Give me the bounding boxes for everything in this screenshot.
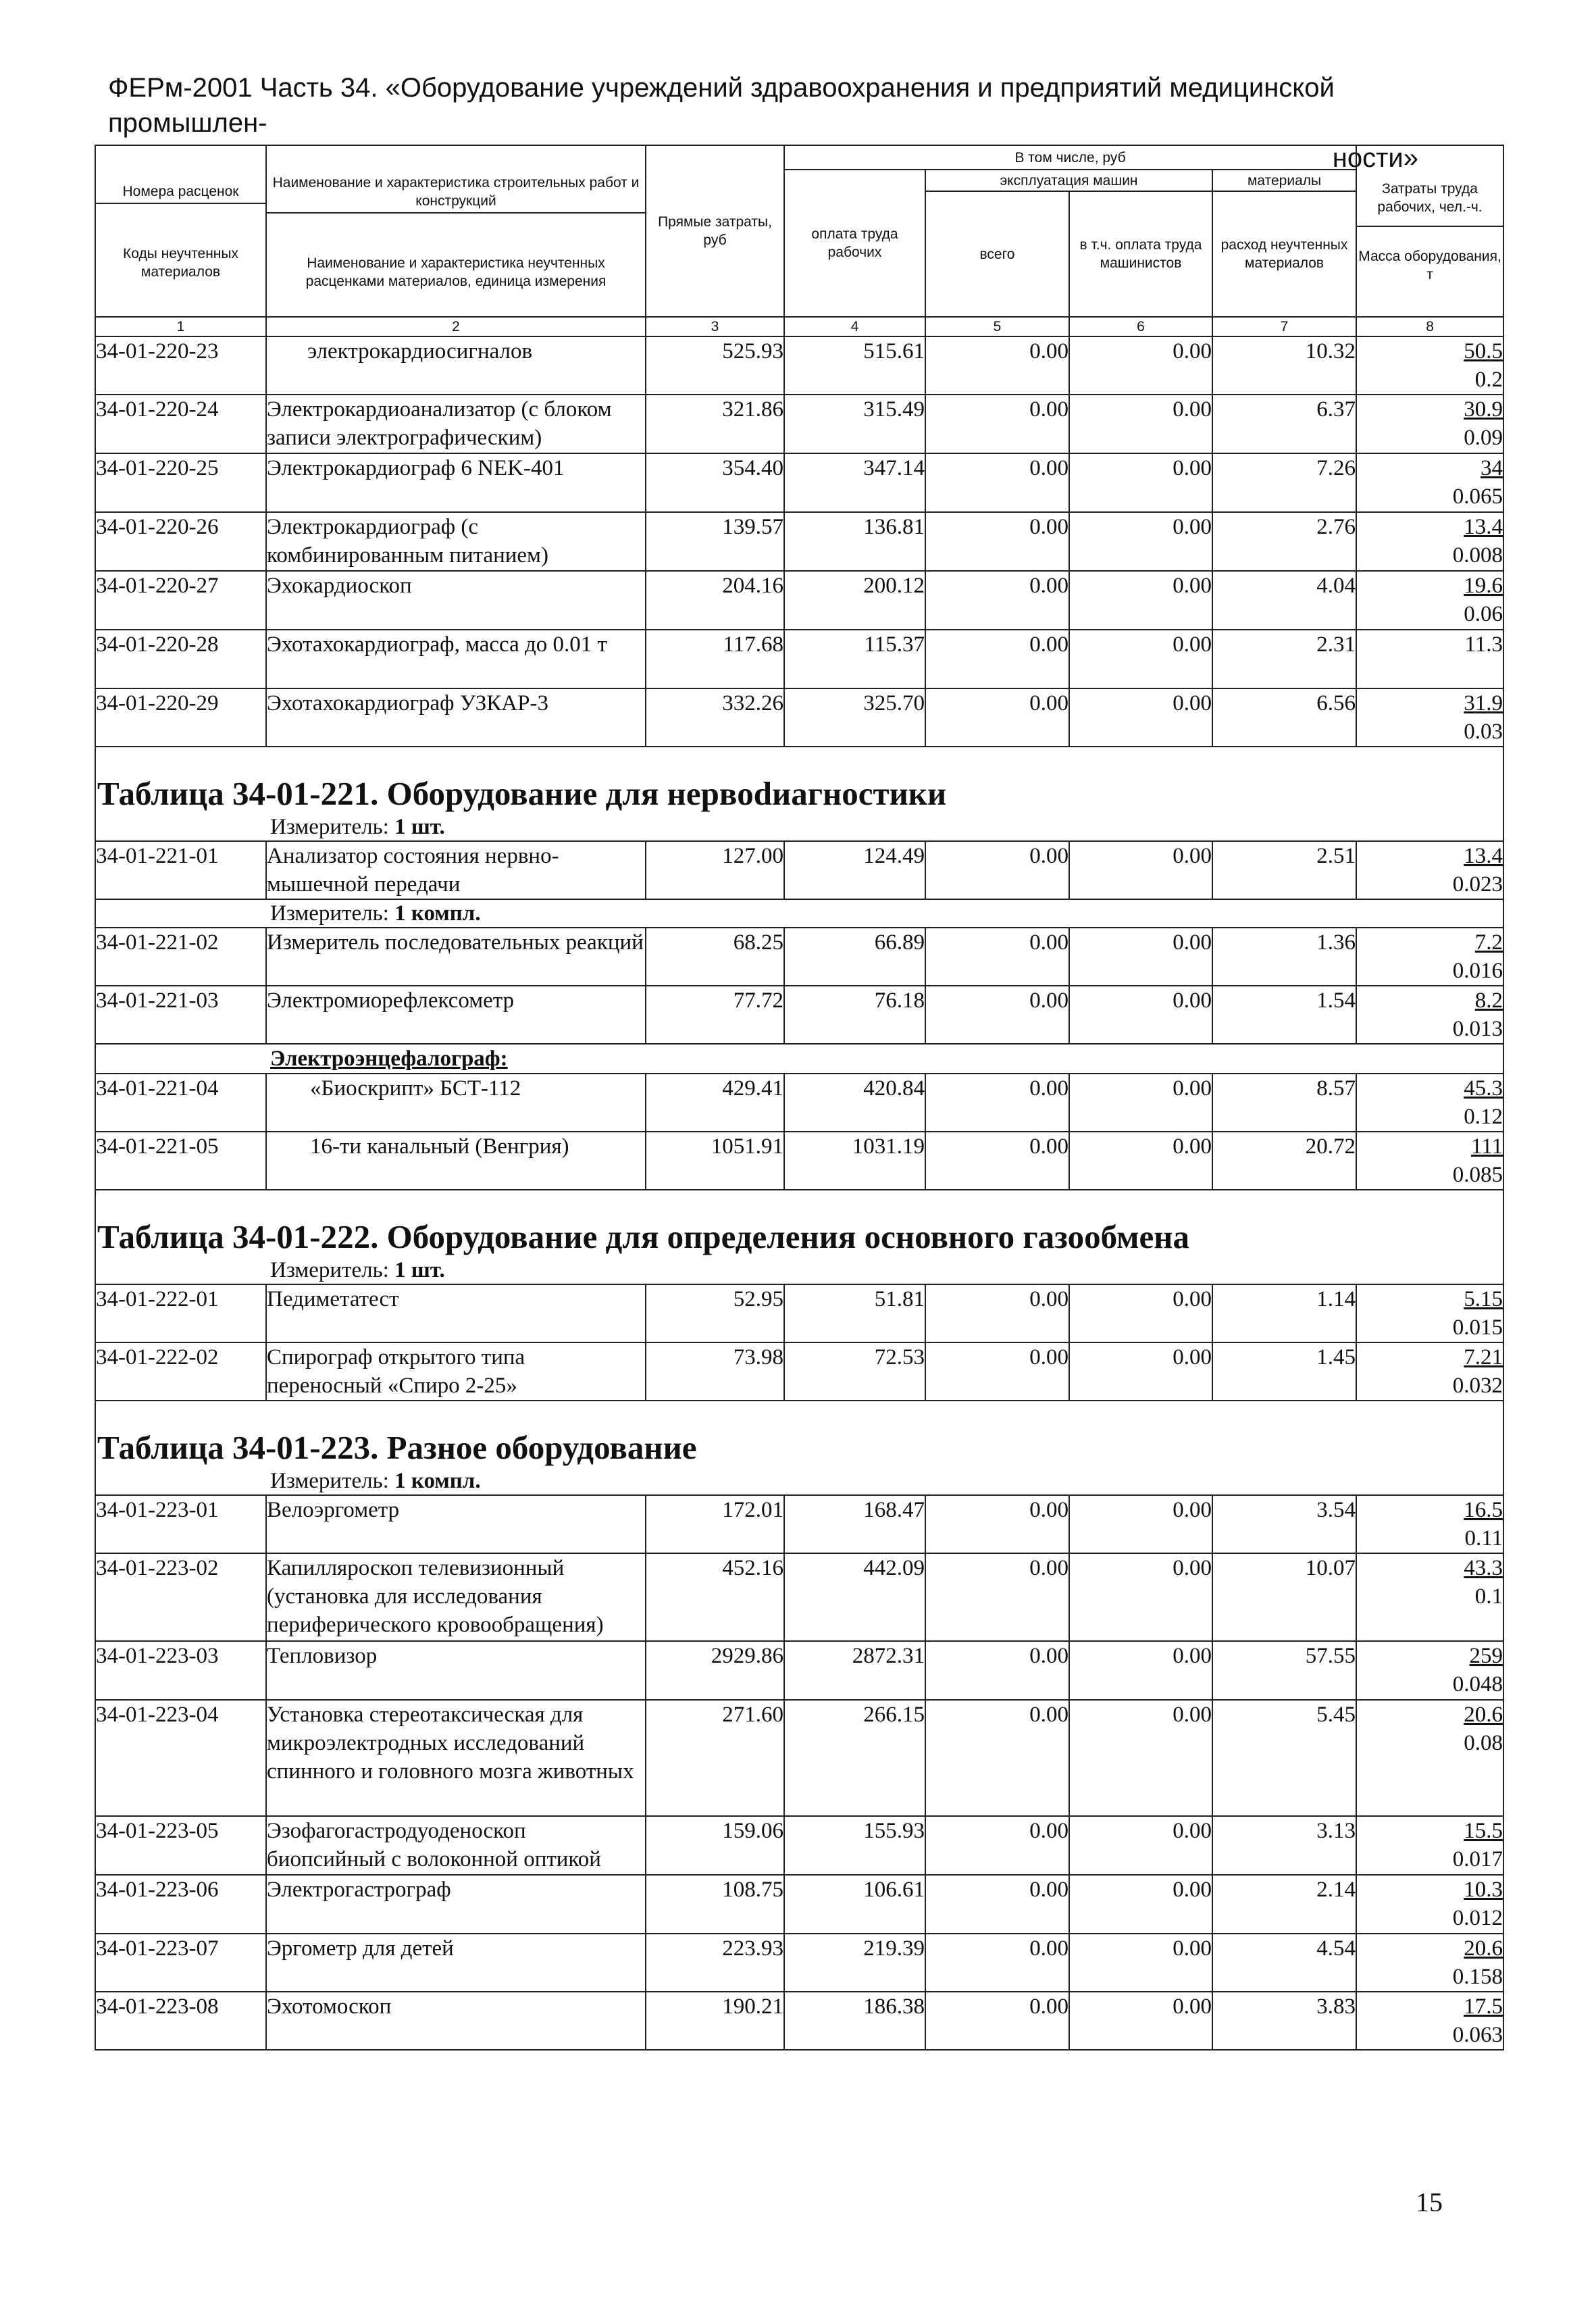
header-labor-mass (1356, 145, 1503, 317)
operator-wage: 0.00 (1069, 1132, 1212, 1190)
direct-cost: 108.75 (646, 1875, 784, 1934)
mass-value: 0.158 (1452, 1965, 1503, 1989)
labor-mass (1356, 1284, 1503, 1342)
header-material-consumption: расход неучтенных материалов (1212, 191, 1356, 317)
mass-value: 0.065 (1452, 484, 1503, 509)
mass-value: 0.032 (1452, 1374, 1503, 1398)
rate-code: 34-01-220-29 (95, 688, 266, 747)
rate-code: 34-01-221-04 (95, 1074, 266, 1132)
operator-wage: 0.00 (1069, 986, 1212, 1044)
measure-row (95, 1257, 1503, 1284)
direct-cost: 139.57 (646, 512, 784, 571)
material-consumption: 3.83 (1212, 1992, 1356, 2050)
labor-value: 10.3 (1464, 1878, 1503, 1902)
machine-total: 0.00 (925, 1284, 1069, 1342)
page-title-line1: ФЕРм-2001 Часть 34. «Оборудование учреждений здравоохранения и предприятий медицинской промышлен- (108, 73, 1335, 138)
rate-code: 34-01-220-24 (95, 395, 266, 453)
operator-wage: 0.00 (1069, 1641, 1212, 1700)
labor-value: 43.3 (1464, 1556, 1503, 1580)
machine-total: 0.00 (925, 986, 1069, 1044)
labor-value: 45.3 (1464, 1076, 1503, 1101)
rate-code: 34-01-223-05 (95, 1816, 266, 1875)
direct-cost: 1051.91 (646, 1132, 784, 1190)
material-consumption: 6.37 (1212, 395, 1356, 453)
measure-row (95, 899, 1503, 928)
measure-unit (95, 813, 1503, 841)
labor-mass (1356, 1553, 1503, 1641)
header-material-codes: Коды неучтенных материалов (123, 246, 238, 280)
direct-cost: 52.95 (646, 1284, 784, 1342)
labor-mass (1356, 1132, 1503, 1190)
machine-total: 0.00 (925, 841, 1069, 899)
machine-total: 0.00 (925, 1495, 1069, 1553)
measure-label: Измеритель: (270, 1469, 395, 1493)
rate-name: Тепловизор (266, 1641, 646, 1700)
measure-row (95, 813, 1503, 841)
operator-wage: 0.00 (1069, 1992, 1212, 2050)
operator-wage: 0.00 (1069, 1342, 1212, 1401)
machine-total: 0.00 (925, 1816, 1069, 1875)
rate-code: 34-01-221-05 (95, 1132, 266, 1190)
mass-value: 0.085 (1452, 1163, 1503, 1187)
mass-value: 0.012 (1452, 1906, 1503, 1930)
measure-row (95, 1467, 1503, 1495)
rate-code: 34-01-223-02 (95, 1553, 266, 1641)
operator-wage: 0.00 (1069, 928, 1212, 986)
direct-cost: 2929.86 (646, 1641, 784, 1700)
worker-wage: 1031.19 (784, 1132, 925, 1190)
machine-total: 0.00 (925, 512, 1069, 571)
labor-mass (1356, 395, 1503, 453)
machine-total: 0.00 (925, 453, 1069, 512)
table-row (95, 630, 1503, 688)
rate-name: Анализатор состояния нервно-мышечной передачи (266, 841, 646, 899)
rate-name: Капилляроскоп телевизионный (установка для исследования периферического кровообращения) (266, 1553, 646, 1641)
table-223 (95, 1401, 1503, 2050)
rate-code: 34-01-220-25 (95, 453, 266, 512)
measure-label: Измеритель: (270, 901, 395, 926)
direct-cost: 68.25 (646, 928, 784, 986)
table-row (95, 395, 1503, 453)
table-row (95, 688, 1503, 747)
measure-label: Измеритель: (270, 815, 395, 839)
material-consumption: 1.36 (1212, 928, 1356, 986)
table-row (95, 336, 1503, 395)
header-labor: Затраты труда рабочих, чел.-ч. (1357, 178, 1503, 227)
header-machine-total: всего (925, 191, 1069, 317)
rate-code: 34-01-223-07 (95, 1934, 266, 1992)
section-title-221: Таблица 34-01-221. Оборудование для нервodиагностики (97, 775, 947, 812)
mass-value: 0.008 (1452, 543, 1503, 568)
machine-total: 0.00 (925, 928, 1069, 986)
rate-name: Спирограф открытого типа переносный «Спиро 2-25» (266, 1342, 646, 1401)
labor-value: 8.2 (1474, 988, 1503, 1013)
labor-mass (1356, 1342, 1503, 1401)
labor-mass (1356, 571, 1503, 630)
operator-wage: 0.00 (1069, 395, 1212, 453)
col-number-6: 6 (1069, 317, 1212, 336)
worker-wage: 2872.31 (784, 1641, 925, 1700)
table-row (95, 1342, 1503, 1401)
operator-wage: 0.00 (1069, 841, 1212, 899)
rate-code: 34-01-220-26 (95, 512, 266, 571)
labor-mass (1356, 453, 1503, 512)
rate-name: Эхотомоскоп (266, 1992, 646, 2050)
direct-cost: 77.72 (646, 986, 784, 1044)
labor-value: 111 (1470, 1134, 1503, 1159)
section-223 (95, 1401, 1503, 1467)
machine-total: 0.00 (925, 336, 1069, 395)
mass-value: 0.1 (1474, 1584, 1503, 1609)
direct-cost: 190.21 (646, 1992, 784, 2050)
operator-wage: 0.00 (1069, 688, 1212, 747)
section-222 (95, 1190, 1503, 1257)
material-consumption: 3.13 (1212, 1816, 1356, 1875)
operator-wage: 0.00 (1069, 571, 1212, 630)
labor-value: 5.15 (1464, 1287, 1503, 1311)
mass-value: 11.3 (1464, 632, 1503, 657)
measure-value: 1 шт. (394, 1258, 445, 1282)
direct-cost: 525.93 (646, 336, 784, 395)
labor-mass (1356, 928, 1503, 986)
header-including: В том числе, руб (784, 145, 1356, 170)
material-consumption: 57.55 (1212, 1641, 1356, 1700)
labor-mass (1356, 1700, 1503, 1816)
direct-cost: 321.86 (646, 395, 784, 453)
material-consumption: 20.72 (1212, 1132, 1356, 1190)
worker-wage: 325.70 (784, 688, 925, 747)
machine-total: 0.00 (925, 395, 1069, 453)
rate-code: 34-01-221-02 (95, 928, 266, 986)
table-row (95, 1074, 1503, 1132)
labor-mass (1356, 512, 1503, 571)
rate-code: 34-01-220-28 (95, 630, 266, 688)
mass-value: 0.015 (1452, 1315, 1503, 1340)
worker-wage: 124.49 (784, 841, 925, 899)
labor-value: 19.6 (1464, 574, 1503, 598)
measure-label: Измеритель: (270, 1258, 395, 1282)
material-consumption: 10.32 (1212, 336, 1356, 395)
labor-value: 16.5 (1464, 1498, 1503, 1522)
labor-value: 7.2 (1474, 930, 1503, 955)
mass-value: 0.12 (1464, 1105, 1503, 1129)
rate-code: 34-01-223-04 (95, 1700, 266, 1816)
rate-name: Педиметатест (266, 1284, 646, 1342)
material-consumption: 3.54 (1212, 1495, 1356, 1553)
rate-code: 34-01-223-08 (95, 1992, 266, 2050)
rate-code: 34-01-221-01 (95, 841, 266, 899)
direct-cost: 452.16 (646, 1553, 784, 1641)
material-consumption: 2.51 (1212, 841, 1356, 899)
material-consumption: 8.57 (1212, 1074, 1356, 1132)
labor-value: 20.6 (1464, 1703, 1503, 1727)
table-row (95, 928, 1503, 986)
material-consumption: 6.56 (1212, 688, 1356, 747)
machine-total: 0.00 (925, 1700, 1069, 1816)
worker-wage: 266.15 (784, 1700, 925, 1816)
header-worker-wage: оплата труда рабочих (784, 170, 925, 317)
rate-name: Эхотахокардиограф, масса до 0.01 т (266, 630, 646, 688)
header-materials: материалы (1212, 170, 1356, 191)
table-221 (95, 747, 1503, 1190)
labor-mass (1356, 1641, 1503, 1700)
material-consumption: 5.45 (1212, 1700, 1356, 1816)
machine-total: 0.00 (925, 1641, 1069, 1700)
worker-wage: 51.81 (784, 1284, 925, 1342)
direct-cost: 429.41 (646, 1074, 784, 1132)
mass-value: 0.11 (1464, 1526, 1503, 1551)
machine-total: 0.00 (925, 1992, 1069, 2050)
labor-mass (1356, 1934, 1503, 1992)
worker-wage: 347.14 (784, 453, 925, 512)
material-consumption: 2.14 (1212, 1875, 1356, 1934)
rate-name: Электрокардиограф (с комбинированным питанием) (266, 512, 646, 571)
mass-value: 0.063 (1452, 2023, 1503, 2047)
group-row (95, 1044, 1503, 1074)
rate-code: 34-01-221-03 (95, 986, 266, 1044)
header-codes (95, 145, 266, 317)
worker-wage: 186.38 (784, 1992, 925, 2050)
direct-cost: 159.06 (646, 1816, 784, 1875)
direct-cost: 271.60 (646, 1700, 784, 1816)
rate-name: электрокардиосигналов (266, 336, 646, 395)
measure-value: 1 компл. (394, 901, 481, 926)
page-number: 15 (1416, 2187, 1443, 2217)
worker-wage: 136.81 (784, 512, 925, 571)
header-rate-numbers: Номера расценок (96, 181, 265, 204)
direct-cost: 172.01 (646, 1495, 784, 1553)
material-consumption: 7.26 (1212, 453, 1356, 512)
material-consumption: 2.31 (1212, 630, 1356, 688)
labor-value: 31.9 (1464, 691, 1503, 715)
table-220-rows (95, 336, 1503, 747)
mass-value: 0.017 (1452, 1847, 1503, 1871)
rate-name: Электрогастрограф (266, 1875, 646, 1934)
rate-code: 34-01-223-03 (95, 1641, 266, 1700)
operator-wage: 0.00 (1069, 336, 1212, 395)
machine-total: 0.00 (925, 1074, 1069, 1132)
table-row (95, 1934, 1503, 1992)
mass-value: 0.06 (1464, 602, 1503, 626)
machine-total: 0.00 (925, 1342, 1069, 1401)
mass-value: 0.03 (1464, 720, 1503, 744)
rate-name: Установка стереотаксическая для микроэлектродных исследований спинного и головного мозга животных (266, 1700, 646, 1816)
machine-total: 0.00 (925, 1553, 1069, 1641)
material-consumption: 2.76 (1212, 512, 1356, 571)
rate-name: Электромиорефлексометр (266, 986, 646, 1044)
labor-value: 15.5 (1464, 1819, 1503, 1843)
labor-mass (1356, 986, 1503, 1044)
direct-cost: 223.93 (646, 1934, 784, 1992)
operator-wage: 0.00 (1069, 1495, 1212, 1553)
labor-mass (1356, 1074, 1503, 1132)
operator-wage: 0.00 (1069, 512, 1212, 571)
material-consumption: 4.04 (1212, 571, 1356, 630)
labor-value: 17.5 (1464, 1994, 1503, 2019)
machine-total: 0.00 (925, 1934, 1069, 1992)
mass-value: 0.048 (1452, 1672, 1503, 1696)
table-row (95, 1875, 1503, 1934)
labor-value: 13.4 (1464, 844, 1503, 868)
page-title-line2: ности» (1332, 143, 1418, 173)
material-consumption: 1.45 (1212, 1342, 1356, 1401)
col-number-5: 5 (925, 317, 1069, 336)
machine-total: 0.00 (925, 630, 1069, 688)
operator-wage: 0.00 (1069, 1934, 1212, 1992)
rate-name: Электрокардиограф 6 NEK-401 (266, 453, 646, 512)
labor-value: 20.6 (1464, 1936, 1503, 1961)
worker-wage: 76.18 (784, 986, 925, 1044)
rate-name: Эргометр для детей (266, 1934, 646, 1992)
table-row (95, 512, 1503, 571)
rate-name: Эхокардиоскоп (266, 571, 646, 630)
col-number-3: 3 (646, 317, 784, 336)
mass-value: 0.023 (1452, 872, 1503, 897)
labor-mass (1356, 336, 1503, 395)
measure-unit (95, 899, 1503, 928)
section-title-222: Таблица 34-01-222. Оборудование для определения основного газообмена (97, 1218, 1189, 1255)
direct-cost: 332.26 (646, 688, 784, 747)
rate-code: 34-01-220-27 (95, 571, 266, 630)
labor-value: 30.9 (1464, 397, 1503, 422)
labor-value: 34 (1481, 456, 1503, 480)
operator-wage: 0.00 (1069, 1816, 1212, 1875)
labor-mass (1356, 1875, 1503, 1934)
header-work-name: Наименование и характеристика строительных работ и конструкций (267, 172, 645, 213)
worker-wage: 66.89 (784, 928, 925, 986)
mass-value: 0.013 (1452, 1017, 1503, 1041)
worker-wage: 420.84 (784, 1074, 925, 1132)
table-row (95, 1816, 1503, 1875)
header-mass: Масса оборудования, т (1358, 249, 1501, 282)
header-direct-costs: Прямые затраты, руб (646, 145, 784, 317)
mass-value: 0.09 (1464, 426, 1503, 450)
worker-wage: 515.61 (784, 336, 925, 395)
operator-wage: 0.00 (1069, 1875, 1212, 1934)
mass-value: 0.08 (1464, 1731, 1503, 1755)
rate-code: 34-01-222-02 (95, 1342, 266, 1401)
labor-value: 259 (1469, 1644, 1503, 1668)
worker-wage: 106.61 (784, 1875, 925, 1934)
col-number-2: 2 (266, 317, 646, 336)
labor-mass (1356, 630, 1503, 688)
header-names (266, 145, 646, 317)
operator-wage: 0.00 (1069, 1700, 1212, 1816)
col-number-1: 1 (95, 317, 266, 336)
table-row (95, 1553, 1503, 1641)
table-row (95, 571, 1503, 630)
material-consumption: 1.14 (1212, 1284, 1356, 1342)
labor-value: 7.21 (1464, 1345, 1503, 1369)
table-row (95, 1641, 1503, 1700)
mass-value: 0.016 (1452, 959, 1503, 983)
machine-total: 0.00 (925, 688, 1069, 747)
table-row (95, 1700, 1503, 1816)
labor-value: 50.5 (1464, 339, 1503, 363)
col-number-8: 8 (1356, 317, 1503, 336)
labor-mass (1356, 1495, 1503, 1553)
machine-total: 0.00 (925, 1875, 1069, 1934)
direct-cost: 354.40 (646, 453, 784, 512)
measure-value: 1 компл. (394, 1469, 481, 1493)
section-221 (95, 747, 1503, 813)
mass-value: 0.2 (1474, 368, 1503, 392)
direct-cost: 204.16 (646, 571, 784, 630)
operator-wage: 0.00 (1069, 1553, 1212, 1641)
table-row (95, 1992, 1503, 2050)
group-label: Электроэнцефалограф: (95, 1044, 1503, 1074)
rates-table (95, 145, 1504, 2051)
operator-wage: 0.00 (1069, 1074, 1212, 1132)
material-consumption: 10.07 (1212, 1553, 1356, 1641)
section-title-223: Таблица 34-01-223. Разное оборудование (97, 1429, 697, 1466)
table-row (95, 986, 1503, 1044)
measure-value: 1 шт. (394, 815, 445, 839)
labor-mass (1356, 1992, 1503, 2050)
col-number-4: 4 (784, 317, 925, 336)
labor-mass (1356, 841, 1503, 899)
worker-wage: 155.93 (784, 1816, 925, 1875)
rate-name: Электрокардиоанализатор (с блоком записи электрографическим) (266, 395, 646, 453)
direct-cost: 73.98 (646, 1342, 784, 1401)
labor-mass (1356, 1816, 1503, 1875)
operator-wage: 0.00 (1069, 453, 1212, 512)
header-material-name: Наименование и характеристика неучтенных расценками материалов, единица измерения (305, 255, 607, 289)
table-222 (95, 1190, 1503, 1401)
table-row (95, 1132, 1503, 1190)
rate-name: «Биоскрипт» БСТ-112 (266, 1074, 646, 1132)
worker-wage: 72.53 (784, 1342, 925, 1401)
machine-total: 0.00 (925, 1132, 1069, 1190)
table-row (95, 453, 1503, 512)
rate-name: 16-ти канальный (Венгрия) (266, 1132, 646, 1190)
material-consumption: 4.54 (1212, 1934, 1356, 1992)
header-operator-wage: в т.ч. оплата труда машинистов (1069, 191, 1212, 317)
rate-code: 34-01-222-01 (95, 1284, 266, 1342)
rate-name: Велоэргометр (266, 1495, 646, 1553)
table-header (95, 145, 1503, 336)
rate-name: Эзофагогастродуоденоскоп биопсийный с волоконной оптикой (266, 1816, 646, 1875)
table-row (95, 1284, 1503, 1342)
rate-code: 34-01-220-23 (95, 336, 266, 395)
material-consumption: 1.54 (1212, 986, 1356, 1044)
direct-cost: 117.68 (646, 630, 784, 688)
table-row (95, 841, 1503, 899)
rate-code: 34-01-223-01 (95, 1495, 266, 1553)
rate-name: Измеритель последовательных реакций (266, 928, 646, 986)
worker-wage: 315.49 (784, 395, 925, 453)
labor-value: 13.4 (1464, 515, 1503, 539)
rate-code: 34-01-223-06 (95, 1875, 266, 1934)
operator-wage: 0.00 (1069, 1284, 1212, 1342)
worker-wage: 115.37 (784, 630, 925, 688)
direct-cost: 127.00 (646, 841, 784, 899)
worker-wage: 219.39 (784, 1934, 925, 1992)
header-machine-use: эксплуатация машин (925, 170, 1212, 191)
worker-wage: 168.47 (784, 1495, 925, 1553)
labor-mass (1356, 688, 1503, 747)
operator-wage: 0.00 (1069, 630, 1212, 688)
col-number-7: 7 (1212, 317, 1356, 336)
worker-wage: 200.12 (784, 571, 925, 630)
machine-total: 0.00 (925, 571, 1069, 630)
table-row (95, 1495, 1503, 1553)
measure-unit (95, 1467, 1503, 1495)
worker-wage: 442.09 (784, 1553, 925, 1641)
rate-name: Эхотахокардиограф УЗКАР-3 (266, 688, 646, 747)
measure-unit (95, 1257, 1503, 1284)
